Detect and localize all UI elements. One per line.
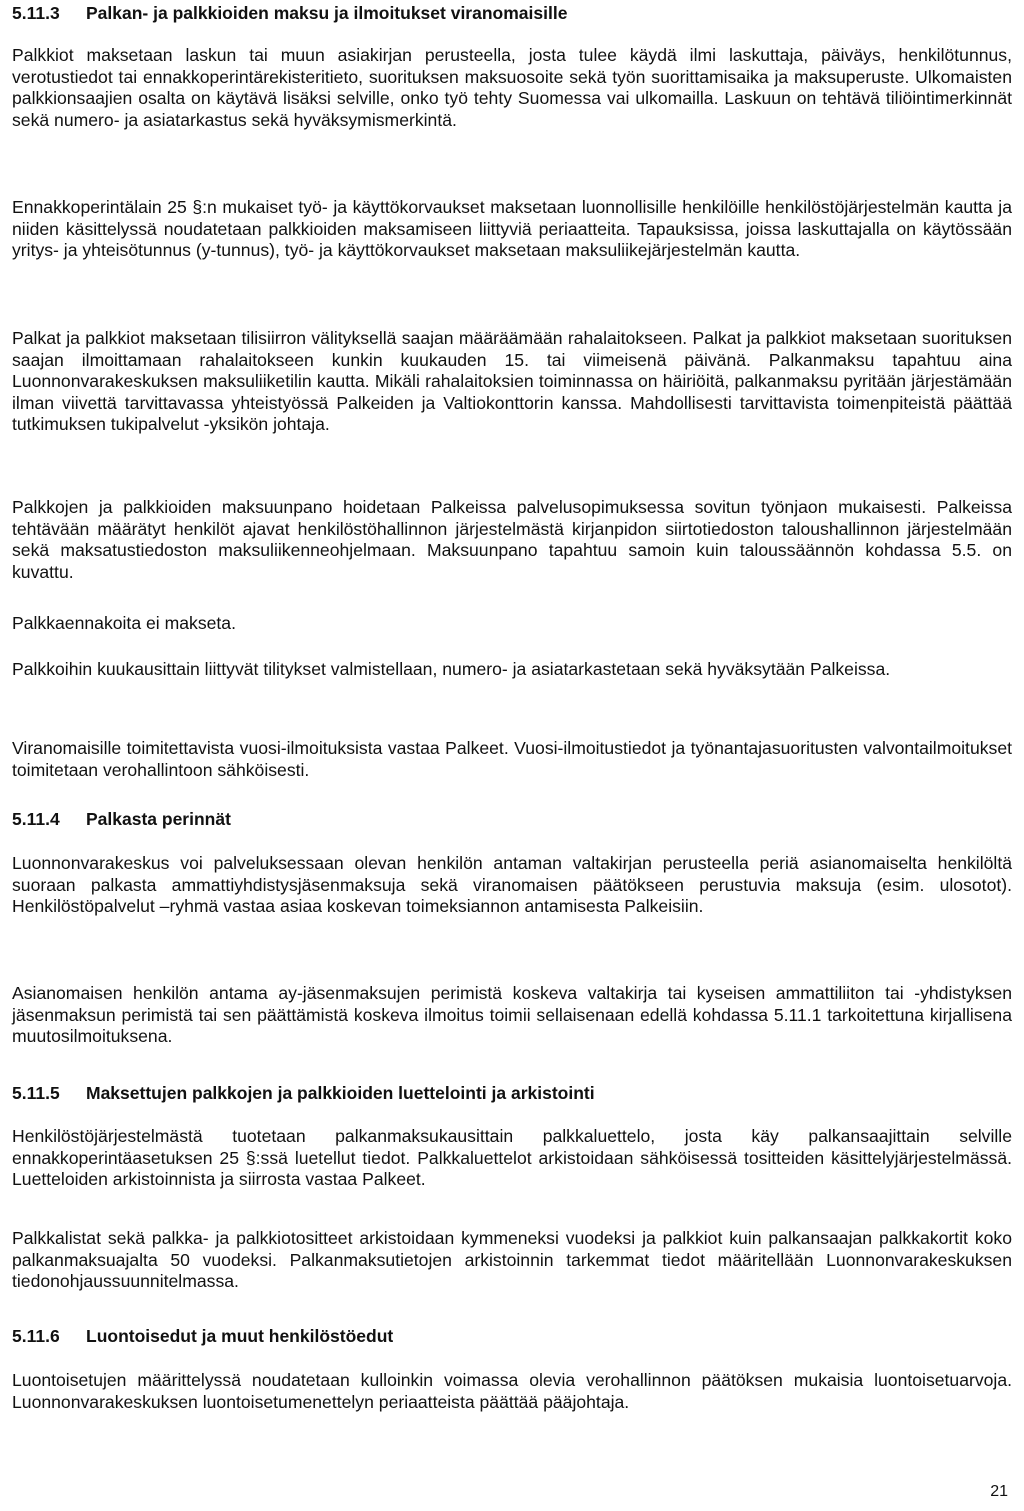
paragraph: Luonnonvarakeskus voi palveluksessaan olevan henkilön antaman valtakirjan perusteella periä asianomaiselta henkilöltä suoraan palkasta ammattiyhdistysjäsenmaksuja sekä viranomaisen päätökseen perustuvia maksuja (esim. ulosotot). Henkilöstöpalvelut –ryhmä vastaa asiaa koskevan toimeksiannon antamisesta Palkeisiin. <box>12 853 1012 917</box>
paragraph: Palkkiot maksetaan laskun tai muun asiakirjan perusteella, josta tulee käydä ilmi laskuttaja, päiväys, henkilötunnus, verotustiedot tai ennakkoperintärekisteritieto, suorituksen maksuosoite sekä työn suorittamisaika ja maksuperuste. Ulkomaisten palkkionsaajien osalta on käytävä lisäksi selville, onko työ tehty Suomessa vai ulkomailla. Laskuun on tehtävä tiliöintimerkinnät sekä numero- ja asiatarkastus sekä hyväksymismerkintä. <box>12 45 1012 130</box>
section-number: 5.11.6 <box>12 1326 60 1346</box>
section-heading-5-11-4 <box>12 808 1012 830</box>
section-title: Palkasta perinnät <box>86 809 231 829</box>
paragraph: Palkat ja palkkiot maksetaan tilisiirron välityksellä saajan määräämään rahalaitokseen. Palkat ja palkkiot maksetaan suorituksen saajan ilmoittamaan rahalaitokseen kunkin kuukauden 15. tai viimeisenä päivänä. Palkanmaksu tapahtuu aina Luonnonvarakeskuksen maksuliiketilin kautta. Mikäli rahalaitoksien toiminnassa on häiriöitä, palkanmaksu pyritään järjestämään ilman viivettä tarvittavassa yhteistyössä Palkeiden ja Valtiokonttorin kanssa. Mahdollisesti tarvittavista toimenpiteistä päättää tutkimuksen tukipalvelut -yksikön johtaja. <box>12 328 1012 435</box>
paragraph: Palkkoihin kuukausittain liittyvät tilitykset valmistellaan, numero- ja asiatarkastetaan sekä hyväksytään Palkeissa. <box>12 659 891 679</box>
section-number: 5.11.4 <box>12 809 60 829</box>
section-heading-5-11-3 <box>12 2 1012 24</box>
paragraph: Palkkojen ja palkkioiden maksuunpano hoidetaan Palkeissa palvelusopimuksessa sovitun työnjaon mukaisesti. Palkeissa tehtävään määrätyt henkilöt ajavat henkilöstöhallinnon järjestelmästä kirjanpidon siirtotiedoston taloushallinnon järjestelmään sekä maksatustiedoston maksuliikenneohjelmaan. Maksuunpano tapahtuu samoin kuin taloussäännön kohdassa 5.5. on kuvattu. <box>12 497 1012 582</box>
paragraph: Palkkalistat sekä palkka- ja palkkiotositteet arkistoidaan kymmeneksi vuodeksi ja palkkiot kuin palkansaajan palkkakortit koko palkanmaksuajalta 50 vuodeksi. Palkanmaksutietojen arkistoinnin tarkemmat tiedot määritellään Luonnonvarakeskuksen tiedonohjaussuunnitelmassa. <box>12 1228 1012 1292</box>
paragraph: Henkilöstöjärjestelmästä tuotetaan palkanmaksukausittain palkkaluettelo, josta käy palkansaajittain selville ennakkoperintäasetuksen 25 §:ssä luetellut tiedot. Palkkaluettelot arkistoidaan sähköisessä tositteiden käsittelyjärjestelmässä. Luetteloiden arkistoinnista ja siirrosta vastaa Palkeet. <box>12 1126 1012 1190</box>
section-title: Palkan- ja palkkioiden maksu ja ilmoitukset viranomaisille <box>86 3 568 23</box>
section-title: Luontoisedut ja muut henkilöstöedut <box>86 1326 394 1346</box>
section-heading-5-11-6 <box>12 1325 1012 1347</box>
section-number: 5.11.3 <box>12 3 60 23</box>
paragraph: Ennakkoperintälain 25 §:n mukaiset työ- ja käyttökorvaukset maksetaan luonnollisille henkilöille henkilöstöjärjestelmän kautta ja niiden käsittelyssä noudatetaan palkkioiden maksamiseen liittyviä periaatteita. Tapauksissa, joissa laskuttajalla on käytössään yritys- ja yhteisötunnus (y-tunnus), työ- ja käyttökorvaukset maksetaan maksuliikejärjestelmän kautta. <box>12 197 1012 261</box>
section-number: 5.11.5 <box>12 1083 60 1103</box>
paragraph: Luontoisetujen määrittelyssä noudatetaan kulloinkin voimassa olevia verohallinnon päätöksen mukaisia luontoisetuarvoja. Luonnonvarakeskuksen luontoisetumenettelyn periaatteista päättää pääjohtaja. <box>12 1370 1012 1412</box>
paragraph: Palkkaennakoita ei makseta. <box>12 613 236 633</box>
paragraph: Asianomaisen henkilön antama ay-jäsenmaksujen perimistä koskeva valtakirja tai kyseisen ammattiliiton tai -yhdistyksen jäsenmaksun perimistä tai sen päättämistä koskeva ilmoitus toimii sellaisenaan edellä kohdassa 5.11.1 tarkoitettuna kirjallisena muutosilmoituksena. <box>12 983 1012 1047</box>
section-title: Maksettujen palkkojen ja palkkioiden luettelointi ja arkistointi <box>86 1083 595 1103</box>
paragraph: Viranomaisille toimitettavista vuosi-ilmoituksista vastaa Palkeet. Vuosi-ilmoitustiedot ja työnantajasuoritusten valvontailmoitukset toimitetaan verohallintoon sähköisesti. <box>12 738 1012 780</box>
section-heading-5-11-5 <box>12 1082 1012 1104</box>
page-number: 21 <box>990 1483 1008 1500</box>
